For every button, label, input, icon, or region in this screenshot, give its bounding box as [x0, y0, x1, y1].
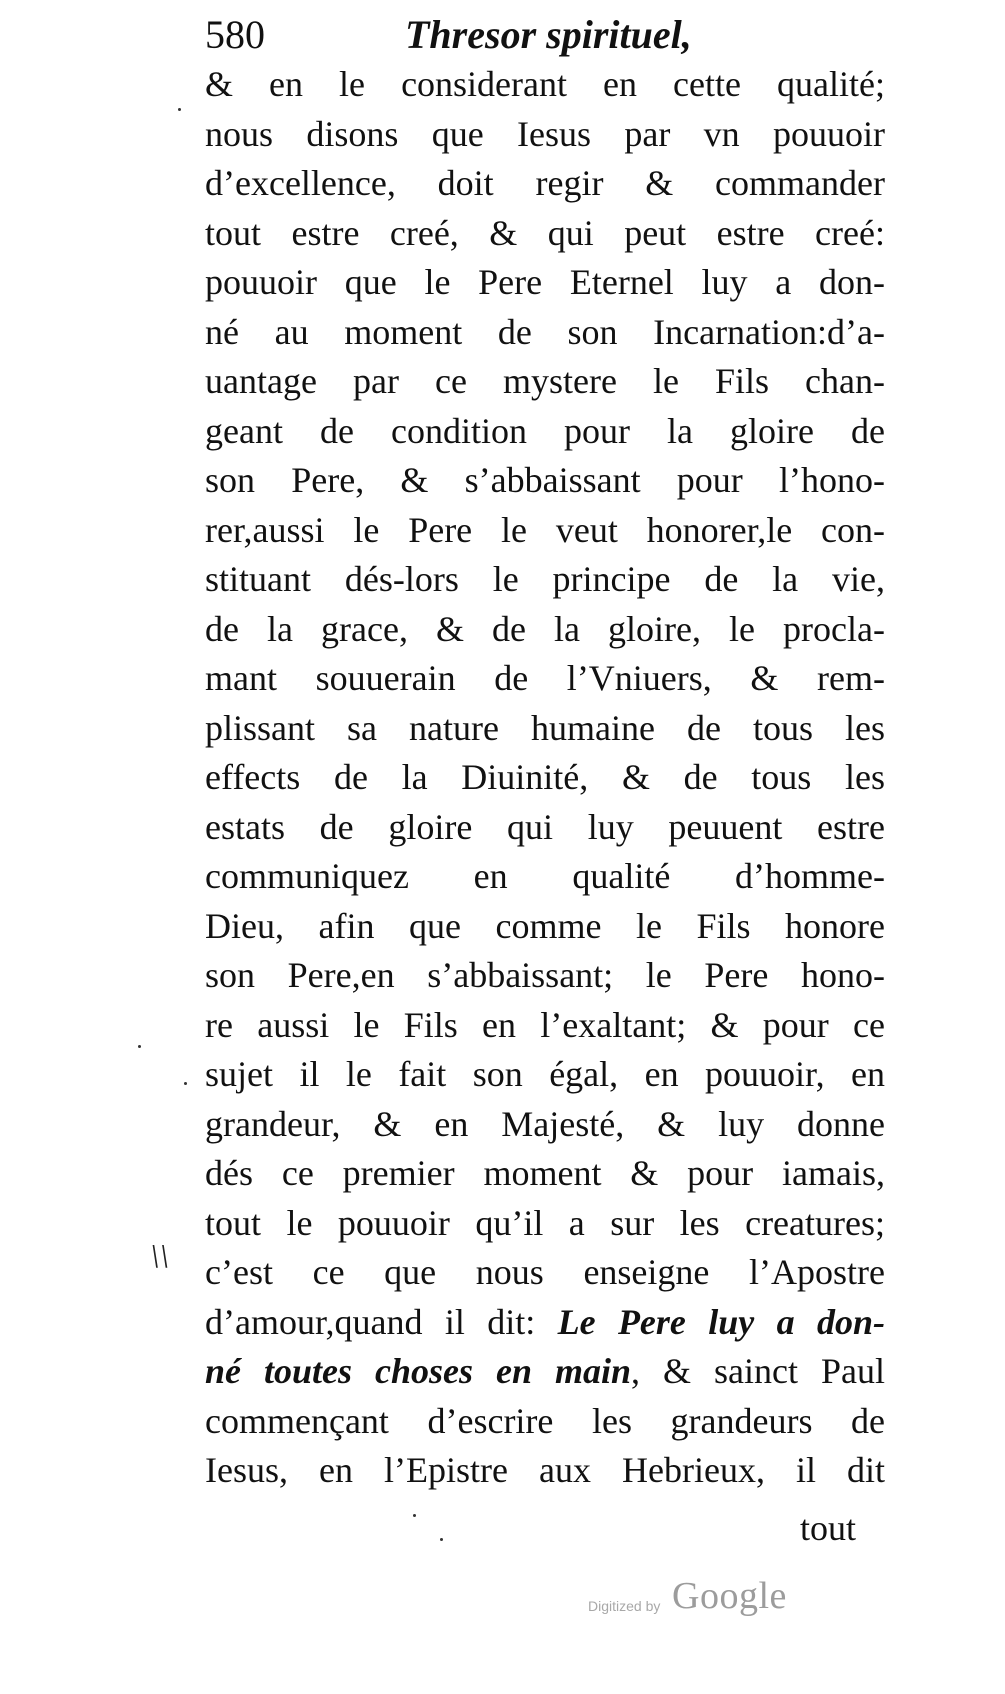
text-line: rer,aussi le Pere le veut honorer,le con- [205, 509, 885, 550]
text-line: Dieu, afin que comme le Fils honore [205, 905, 885, 946]
text-line: communiquez en qualité d’homme- [205, 856, 885, 896]
text-line: nous disons que Iesus par vn pouuoir [205, 113, 885, 154]
text-line: grandeur, & en Majesté, & luy donne [205, 1103, 885, 1144]
text-line: commençant d’escrire les grandeurs de [205, 1400, 885, 1441]
text-line: stituant dés-lors le principe de la vie, [205, 559, 885, 599]
text-line: & en le considerant en cette qualité; [205, 64, 885, 104]
text-line: pouuoir que le Pere Eternel luy a don- [205, 262, 885, 302]
text-roman-run: , & sainct Paul [631, 1351, 885, 1391]
text-line: c’est ce que nous enseigne l’Apostre [205, 1252, 885, 1292]
text-line: re aussi le Fils en l’exaltant; & pour ce [205, 1004, 885, 1045]
text-line: plissant sa nature humaine de tous les [205, 707, 885, 748]
body-text [205, 60, 885, 1496]
watermark-brand-logo: Google [672, 1575, 787, 1617]
text-line: effects de la Diuinité, & de tous les [205, 757, 885, 797]
text-line: geant de condition pour la gloire de [205, 410, 885, 451]
text-italic-run: Le Pere luy a don- [557, 1301, 886, 1342]
text-line: tout le pouuoir qu’il a sur les creatures; [205, 1202, 885, 1243]
text-line-quote-end [205, 1347, 885, 1397]
text-line: son Pere,en s’abbaissant; le Pere hono- [205, 955, 885, 995]
digitization-watermark [588, 1574, 808, 1624]
page-header [205, 10, 725, 60]
text-line: Iesus, en l’Epistre aux Hebrieux, il dit [205, 1450, 885, 1490]
text-line: d’excellence, doit regir & commander [205, 163, 885, 203]
text-line: né au moment de son Incarnation:d’a- [205, 311, 885, 352]
watermark-prefix: Digitized by [588, 1598, 661, 1614]
ink-speck [413, 1514, 416, 1517]
ink-speck [440, 1538, 443, 1541]
text-line: tout estre creé, & qui peut estre creé: [205, 212, 885, 253]
text-line: estats de gloire qui luy peuuent estre [205, 806, 885, 847]
ink-speck [184, 1082, 187, 1085]
text-line: de la grace, & de la gloire, le procla- [205, 608, 885, 649]
ink-speck [138, 1045, 141, 1048]
running-title: Thresor spirituel, [405, 12, 692, 57]
text-line: sujet il le fait son égal, en pouuoir, en [205, 1054, 885, 1094]
page-number: 580 [205, 12, 265, 57]
catchword: tout [800, 1508, 857, 1548]
text-line: uantage par ce mystere le Fils chan- [205, 361, 885, 401]
text-roman-run: d’amour,quand il dit: [205, 1301, 536, 1342]
ink-speck [178, 108, 181, 111]
text-italic-run: né toutes choses en main [205, 1351, 632, 1391]
text-line-quote-start [205, 1298, 885, 1348]
text-line: son Pere, & s’abbaissant pour l’hono- [205, 460, 885, 500]
text-line: dés ce premier moment & pour iamais, [205, 1153, 885, 1193]
margin-annotation: \\ [150, 1238, 169, 1275]
text-line: mant souuerain de l’Vniuers, & rem- [205, 658, 885, 698]
